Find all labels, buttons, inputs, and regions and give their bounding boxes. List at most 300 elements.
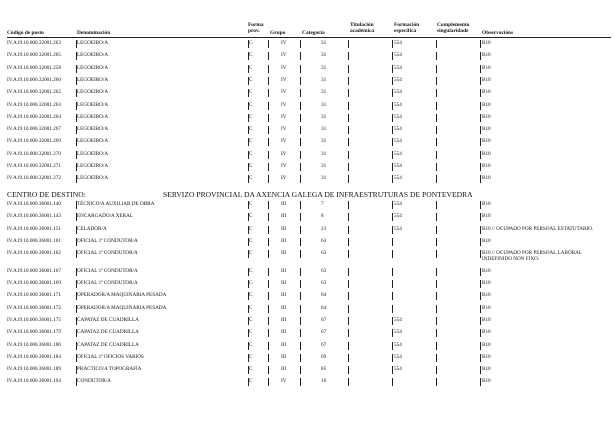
cell-border <box>300 378 301 386</box>
cell-codigo: IV.A19.10.000.32001.264 <box>7 113 61 120</box>
cell-forma: C <box>249 89 253 96</box>
cell-border <box>268 378 269 386</box>
cell-border <box>76 342 77 350</box>
cell-border <box>436 52 437 60</box>
cell-grupo: III <box>281 225 287 232</box>
cell-form: 554 <box>394 329 402 336</box>
cell-cat: 63 <box>321 280 327 286</box>
cell-cat: 31 <box>321 138 327 145</box>
cell-cat: 31 <box>321 175 327 182</box>
cell-border <box>300 65 301 73</box>
cell-border <box>76 201 77 209</box>
cell-grupo: III <box>281 201 287 207</box>
cell-cat: 23 <box>321 225 327 232</box>
cell-grupo: IV <box>281 138 287 145</box>
cell-border <box>392 268 393 276</box>
cell-border <box>480 268 481 276</box>
cell-grupo: IV <box>281 40 287 46</box>
cell-grupo: IV <box>281 175 287 182</box>
cell-border <box>348 238 349 246</box>
cell-forma: C <box>249 304 253 311</box>
header-observacions: Observacións <box>482 30 514 36</box>
cell-border <box>248 292 249 300</box>
cell-codigo: IV.A19.10.000.32001.262 <box>7 89 61 96</box>
cell-border <box>392 201 393 209</box>
cell-forma: C <box>249 138 253 145</box>
table-row <box>0 378 614 390</box>
cell-codigo: IV.A19.10.000.36001.179 <box>7 329 61 336</box>
cell-den: LEGOEIRO/A <box>77 101 109 108</box>
cell-border <box>248 151 249 159</box>
cell-grupo: III <box>281 250 287 257</box>
table-row <box>0 305 614 317</box>
cell-border <box>248 114 249 122</box>
cell-grupo: III <box>281 213 287 220</box>
cell-cat: 31 <box>321 40 327 46</box>
header-complemento-line2: singularidade <box>437 28 469 34</box>
cell-den: LEGOEIRO/A <box>77 52 109 59</box>
cell-border <box>300 77 301 85</box>
cell-den: CAPATAZ DE CUADRILLA <box>77 316 139 323</box>
cell-border <box>392 138 393 146</box>
cell-forma: C <box>249 213 253 220</box>
cell-cat: 31 <box>321 76 327 83</box>
cell-border <box>248 77 249 85</box>
cell-border <box>480 175 481 183</box>
table-row <box>0 366 614 378</box>
cell-border <box>436 175 437 183</box>
cell-obs: B10 <box>482 138 491 145</box>
cell-border <box>348 292 349 300</box>
cell-border <box>348 250 349 258</box>
table-row <box>0 354 614 366</box>
table-row <box>0 126 614 138</box>
cell-border <box>348 126 349 134</box>
cell-den: OFICIAL 1ª CONDUTOR/A <box>77 267 138 274</box>
cell-border <box>248 329 249 337</box>
cell-cat: 16 <box>321 378 327 385</box>
cell-border <box>248 126 249 134</box>
header-formacion <box>394 22 419 34</box>
cell-border <box>300 201 301 209</box>
cell-border <box>348 354 349 362</box>
cell-forma: C <box>249 76 253 83</box>
cell-obs: B10 <box>482 341 491 348</box>
cell-form: 554 <box>394 76 402 83</box>
cell-border <box>248 213 249 221</box>
header-forma <box>248 22 264 34</box>
cell-border <box>76 280 77 288</box>
cell-border <box>248 317 249 325</box>
cell-border <box>76 40 77 48</box>
cell-cat: 8 <box>321 213 324 220</box>
cell-border <box>348 114 349 122</box>
cell-form: 554 <box>394 40 402 46</box>
header-complemento <box>437 22 469 34</box>
cell-obs: B10 <box>482 316 491 323</box>
cell-grupo: III <box>281 329 287 336</box>
cell-codigo: IV.A19.10.000.32001.267 <box>7 126 61 133</box>
cell-cat: 67 <box>321 329 327 336</box>
cell-cat: 64 <box>321 292 327 299</box>
cell-border <box>300 292 301 300</box>
cell-border <box>392 292 393 300</box>
cell-border <box>76 226 77 234</box>
cell-border <box>300 226 301 234</box>
cell-border <box>436 213 437 221</box>
cell-border <box>480 226 481 234</box>
cell-obs: B10 <box>482 237 491 244</box>
cell-border <box>76 354 77 362</box>
cell-cat: 63 <box>321 237 327 244</box>
header-denominacion: Denominación <box>77 30 111 36</box>
cell-border <box>392 65 393 73</box>
cell-grupo: IV <box>281 52 287 59</box>
cell-forma: C <box>249 40 253 46</box>
table-row <box>0 151 614 163</box>
cell-border <box>348 151 349 159</box>
cell-border <box>248 268 249 276</box>
cell-border <box>76 126 77 134</box>
cell-grupo: IV <box>281 150 287 157</box>
cell-form: 554 <box>394 101 402 108</box>
table-row <box>0 77 614 89</box>
cell-den: CELADOR/A <box>77 225 107 232</box>
cell-border <box>76 163 77 171</box>
cell-border <box>268 250 269 258</box>
cell-border <box>268 175 269 183</box>
cell-border <box>268 89 269 97</box>
cell-border <box>300 268 301 276</box>
cell-border <box>480 292 481 300</box>
cell-border <box>76 65 77 73</box>
cell-codigo: IV.A19.10.000.36001.180 <box>7 341 61 348</box>
section-name: SERVIZO PROVINCIAL DA AXENCIA GALEGA DE INFRAESTRUTURAS DE PONTEVEDRA <box>163 190 473 199</box>
cell-den: LEGOEIRO/A <box>77 163 109 169</box>
cell-border <box>76 329 77 337</box>
cell-border <box>300 102 301 110</box>
cell-border <box>480 52 481 60</box>
cell-border <box>268 77 269 85</box>
cell-border <box>268 65 269 73</box>
cell-form: 554 <box>394 213 402 220</box>
cell-border <box>348 226 349 234</box>
cell-forma: C <box>249 64 253 71</box>
table-row <box>0 329 614 341</box>
cell-border <box>348 65 349 73</box>
cell-border <box>392 102 393 110</box>
cell-den: LEGOEIRO/A <box>77 113 109 120</box>
cell-border <box>248 226 249 234</box>
cell-border <box>436 342 437 350</box>
cell-codigo: IV.A19.10.000.36001.143 <box>7 213 61 220</box>
cell-den: LEGOEIRO/A <box>77 64 109 71</box>
cell-den: LEGOEIRO/A <box>77 175 109 182</box>
cell-border <box>300 342 301 350</box>
cell-codigo: IV.A19.10.000.32001.263 <box>7 40 61 46</box>
cell-grupo: III <box>281 280 287 286</box>
cell-border <box>268 114 269 122</box>
cell-border <box>436 305 437 313</box>
cell-form: 554 <box>394 150 402 157</box>
table-row <box>0 292 614 304</box>
cell-codigo: IV.A19.10.000.32001.260 <box>7 76 61 83</box>
cell-border <box>392 52 393 60</box>
table-row <box>0 175 614 187</box>
table-row <box>0 250 614 268</box>
table-row <box>0 317 614 329</box>
cell-border <box>300 366 301 374</box>
cell-cat: 31 <box>321 101 327 108</box>
cell-border <box>76 138 77 146</box>
cell-border <box>300 138 301 146</box>
cell-cat: 64 <box>321 304 327 311</box>
cell-den: OFICIAL 1ª CONDUTOR/A <box>77 250 138 257</box>
table-row <box>0 40 614 52</box>
cell-border <box>248 89 249 97</box>
cell-grupo: IV <box>281 378 287 385</box>
cell-cat: 31 <box>321 163 327 169</box>
cell-border <box>76 114 77 122</box>
cell-border <box>268 52 269 60</box>
cell-border <box>76 292 77 300</box>
table-row <box>0 268 614 280</box>
cell-border <box>348 89 349 97</box>
cell-border <box>348 317 349 325</box>
cell-forma: C <box>249 150 253 157</box>
cell-cat: 63 <box>321 250 327 257</box>
cell-border <box>348 163 349 171</box>
cell-form: 554 <box>394 89 402 96</box>
cell-border <box>248 201 249 209</box>
cell-border <box>300 40 301 48</box>
cell-border <box>436 366 437 374</box>
table-row <box>0 138 614 150</box>
cell-border <box>392 366 393 374</box>
cell-border <box>436 268 437 276</box>
header-categoria: Categoría <box>302 30 325 36</box>
cell-border <box>392 250 393 258</box>
cell-grupo: III <box>281 341 287 348</box>
cell-obs: B10 <box>482 126 491 133</box>
cell-border <box>348 138 349 146</box>
cell-forma: C <box>249 201 253 207</box>
cell-den: TÉCNICO/A AUXILIAR DE OBRA <box>77 201 155 207</box>
cell-border <box>248 366 249 374</box>
cell-border <box>268 366 269 374</box>
cell-codigo: IV.A19.10.000.32001.270 <box>7 150 61 157</box>
cell-codigo: IV.A19.10.000.36001.194 <box>7 378 61 385</box>
cell-border <box>392 114 393 122</box>
cell-border <box>436 378 437 386</box>
cell-grupo: IV <box>281 101 287 108</box>
cell-obs: B10 <box>482 175 491 182</box>
cell-codigo: IV.A19.10.000.36001.140 <box>7 201 61 207</box>
cell-border <box>348 342 349 350</box>
cell-border <box>76 378 77 386</box>
cell-border <box>76 175 77 183</box>
header-titulacion <box>350 22 374 34</box>
cell-border <box>76 102 77 110</box>
cell-border <box>76 317 77 325</box>
cell-border <box>248 138 249 146</box>
cell-cat: 31 <box>321 150 327 157</box>
cell-den: LEGOEIRO/A <box>77 126 109 133</box>
cell-border <box>348 175 349 183</box>
cell-border <box>392 354 393 362</box>
cell-form: 554 <box>394 113 402 120</box>
cell-cat: 7 <box>321 201 324 207</box>
header-formacion-line1: Formación <box>394 22 420 28</box>
cell-border <box>248 280 249 288</box>
cell-cat: 69 <box>321 353 327 360</box>
cell-forma: C <box>249 52 253 59</box>
cell-cat: 63 <box>321 267 327 274</box>
cell-border <box>300 238 301 246</box>
cell-grupo: III <box>281 237 287 244</box>
cell-obs: B10 <box>482 113 491 120</box>
cell-border <box>348 280 349 288</box>
cell-cat: 67 <box>321 316 327 323</box>
cell-border <box>300 354 301 362</box>
cell-forma: C <box>249 292 253 299</box>
cell-border <box>436 201 437 209</box>
cell-obs: B10 <box>482 101 491 108</box>
cell-obs: B10 <box>482 366 491 373</box>
cell-border <box>268 163 269 171</box>
cell-grupo: IV <box>281 64 287 71</box>
table-row <box>0 238 614 250</box>
cell-border <box>76 52 77 60</box>
cell-border <box>480 201 481 209</box>
cell-border <box>392 305 393 313</box>
header-rule <box>7 37 611 38</box>
cell-border <box>248 40 249 48</box>
header-codigo: Código de posto <box>7 30 44 36</box>
cell-border <box>480 114 481 122</box>
cell-border <box>300 151 301 159</box>
cell-codigo: IV.A19.10.000.32001.263 <box>7 101 61 108</box>
cell-obs: B10 <box>482 329 491 336</box>
cell-border <box>480 151 481 159</box>
header-grupo: Grupo <box>270 30 286 36</box>
cell-den: OPERADOR/A MAQUINARIA PESADA <box>77 304 167 311</box>
table-row <box>0 213 614 225</box>
cell-border <box>248 354 249 362</box>
cell-border <box>480 250 481 258</box>
cell-codigo: IV.A19.10.000.36001.151 <box>7 225 61 232</box>
cell-cat: 31 <box>321 89 327 96</box>
header-formacion-line2: específica <box>394 28 417 34</box>
cell-form: 554 <box>394 175 402 182</box>
table-row <box>0 342 614 354</box>
cell-border <box>76 366 77 374</box>
cell-border <box>300 175 301 183</box>
cell-grupo: IV <box>281 113 287 120</box>
cell-codigo: IV.A19.10.000.36001.184 <box>7 353 61 360</box>
cell-border <box>392 40 393 48</box>
cell-forma: C <box>249 353 253 360</box>
header-titulacion-line2: académica <box>350 28 375 34</box>
cell-obs: B10 <box>482 213 491 220</box>
cell-border <box>392 175 393 183</box>
cell-den: ENCARGADO/A XERAL <box>77 213 134 220</box>
cell-form: 554 <box>394 138 402 145</box>
cell-grupo: III <box>281 292 287 299</box>
cell-border <box>392 280 393 288</box>
cell-border <box>480 305 481 313</box>
cell-border <box>392 151 393 159</box>
cell-border <box>392 89 393 97</box>
cell-border <box>248 65 249 73</box>
table-row <box>0 65 614 77</box>
cell-border <box>392 378 393 386</box>
cell-border <box>248 102 249 110</box>
cell-grupo: III <box>281 304 287 311</box>
cell-den: OFICIAL 1ª OFICIOS VARIOS <box>77 353 144 360</box>
cell-border <box>76 238 77 246</box>
cell-border <box>268 268 269 276</box>
cell-border <box>480 102 481 110</box>
cell-border <box>300 89 301 97</box>
cell-border <box>248 163 249 171</box>
cell-border <box>348 305 349 313</box>
cell-cat: 31 <box>321 113 327 120</box>
cell-form: 554 <box>394 353 402 360</box>
cell-codigo: IV.A19.10.000.32001.265 <box>7 52 61 59</box>
cell-border <box>300 250 301 258</box>
cell-obs: B10 // OCUPADO POR PERSOAL ESTATUTARIO. <box>482 225 594 232</box>
cell-obs: B10 <box>482 267 491 274</box>
table-row <box>0 102 614 114</box>
cell-border <box>268 342 269 350</box>
cell-obs: B10 <box>482 52 491 59</box>
cell-den: PRÁCTICO/A TOPOGRAFÍA <box>77 366 142 373</box>
cell-border <box>76 151 77 159</box>
cell-grupo: IV <box>281 163 287 169</box>
cell-obs: B10 <box>482 304 491 311</box>
cell-border <box>268 151 269 159</box>
cell-border <box>436 329 437 337</box>
cell-forma: C <box>249 237 253 244</box>
cell-forma: C <box>249 378 253 385</box>
cell-obs: B10 <box>482 378 491 385</box>
cell-den: LEGOEIRO/A <box>77 138 109 145</box>
cell-den: OFICIAL 1ª CONDUTOR/A <box>77 280 138 286</box>
cell-border <box>300 329 301 337</box>
cell-forma: C <box>249 250 253 257</box>
cell-border <box>268 280 269 288</box>
cell-forma: C <box>249 113 253 120</box>
cell-border <box>248 52 249 60</box>
cell-border <box>436 40 437 48</box>
cell-obs: B10 <box>482 64 491 71</box>
cell-border <box>480 89 481 97</box>
cell-border <box>300 305 301 313</box>
cell-border <box>76 77 77 85</box>
cell-obs: B10 <box>482 40 491 46</box>
cell-border <box>268 226 269 234</box>
cell-cat: 31 <box>321 126 327 133</box>
cell-border <box>480 65 481 73</box>
cell-border <box>300 126 301 134</box>
header-complemento-line1: Complemento <box>437 22 470 28</box>
table-row <box>0 280 614 292</box>
table-row <box>0 114 614 126</box>
cell-border <box>392 342 393 350</box>
cell-obs: B10 <box>482 89 491 96</box>
cell-border <box>268 201 269 209</box>
